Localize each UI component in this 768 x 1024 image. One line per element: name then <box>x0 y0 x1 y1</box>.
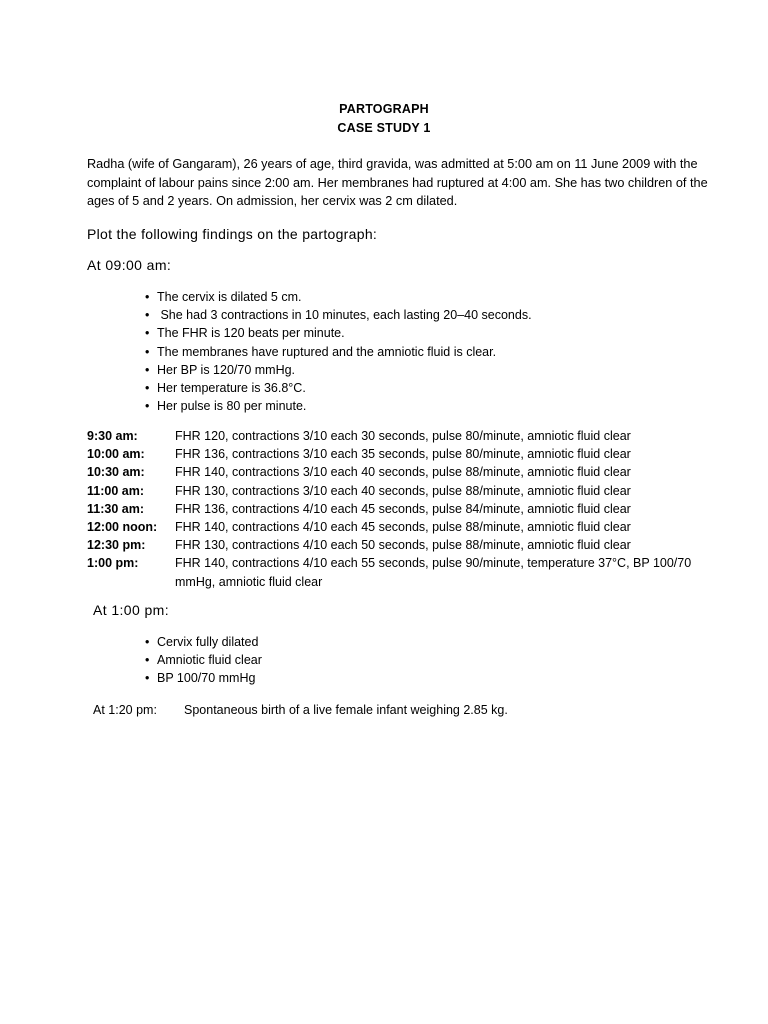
timeline-text: FHR 140, contractions 4/10 each 55 seconds, pulse 90/minute, temperature 37°C, BP 100/70 mmHg, amniotic fluid clear <box>175 556 692 589</box>
timeline-text: FHR 130, contractions 4/10 each 50 seconds, pulse 88/minute, amniotic fluid clear <box>175 538 631 553</box>
timeline-time: 12:00 noon: <box>87 520 158 535</box>
finding-item: • The cervix is dilated 5 cm. <box>145 288 532 306</box>
finding-item: • Her BP is 120/70 mmHg. <box>145 361 532 379</box>
finding-item: • The membranes have ruptured and the amniotic fluid is clear. <box>145 343 532 361</box>
plot-instructions-heading: Plot the following findings on the partograph: <box>87 226 378 242</box>
timeline-row <box>87 536 727 554</box>
timeline-time: 10:00 am: <box>87 447 145 462</box>
document-title: PARTOGRAPH <box>339 102 429 116</box>
document-subtitle: CASE STUDY 1 <box>337 121 431 135</box>
timeline-text: FHR 120, contractions 3/10 each 30 seconds, pulse 80/minute, amniotic fluid clear <box>175 429 631 443</box>
finding-item: • She had 3 contractions in 10 minutes, each lasting 20–40 seconds. <box>145 306 532 324</box>
timeline-text: FHR 140, contractions 3/10 each 40 seconds, pulse 88/minute, amniotic fluid clear <box>175 465 631 480</box>
timeline-row <box>87 500 727 518</box>
first-findings-list <box>145 288 532 415</box>
timeline-row <box>87 427 727 445</box>
second-findings-list <box>145 633 262 688</box>
timeline-time: 11:00 am: <box>87 483 144 498</box>
timeline-row <box>87 554 727 590</box>
finding-item: • BP 100/70 mmHg <box>145 669 262 687</box>
timeline-row <box>87 482 727 500</box>
finding-item: • Her temperature is 36.8°C. <box>145 379 532 397</box>
timeline-row <box>87 463 727 481</box>
timeline-time: 10:30 am: <box>87 465 145 480</box>
first-time-heading: At 09:00 am: <box>87 257 172 273</box>
finding-item: • The FHR is 120 beats per minute. <box>145 324 532 342</box>
birth-time: At 1:20 pm: <box>93 703 157 717</box>
timeline-time: 11:30 am: <box>87 501 144 516</box>
birth-text: Spontaneous birth of a live female infant weighing 2.85 kg. <box>184 703 508 717</box>
timeline-row <box>87 518 727 536</box>
finding-item: • Cervix fully dilated <box>145 633 262 651</box>
timeline-text: FHR 130, contractions 3/10 each 40 seconds, pulse 88/minute, amniotic fluid clear <box>175 483 631 498</box>
finding-item: • Her pulse is 80 per minute. <box>145 397 532 415</box>
case-intro-paragraph: Radha (wife of Gangaram), 26 years of age, third gravida, was admitted at 5:00 am on 11 June 2009 with the complaint of labour pains since 2:00 am. Her membranes had ruptured at 4:00 am. She has two children of the ages of 5 and 2 years. On admission, her cervix was 2 cm dilated. <box>87 157 708 208</box>
birth-record <box>93 703 508 717</box>
finding-item: • Amniotic fluid clear <box>145 651 262 669</box>
timeline-text: FHR 136, contractions 3/10 each 35 seconds, pulse 80/minute, amniotic fluid clear <box>175 447 631 462</box>
observation-timeline <box>87 427 727 591</box>
timeline-text: FHR 136, contractions 4/10 each 45 seconds, pulse 84/minute, amniotic fluid clear <box>175 501 631 516</box>
timeline-time: 12:30 pm: <box>87 538 146 553</box>
timeline-row <box>87 445 727 463</box>
timeline-time: 1:00 pm: <box>87 556 139 571</box>
timeline-time: 9:30 am: <box>87 429 138 443</box>
timeline-text: FHR 140, contractions 4/10 each 45 seconds, pulse 88/minute, amniotic fluid clear <box>175 520 631 535</box>
second-time-heading: At 1:00 pm: <box>93 602 169 618</box>
